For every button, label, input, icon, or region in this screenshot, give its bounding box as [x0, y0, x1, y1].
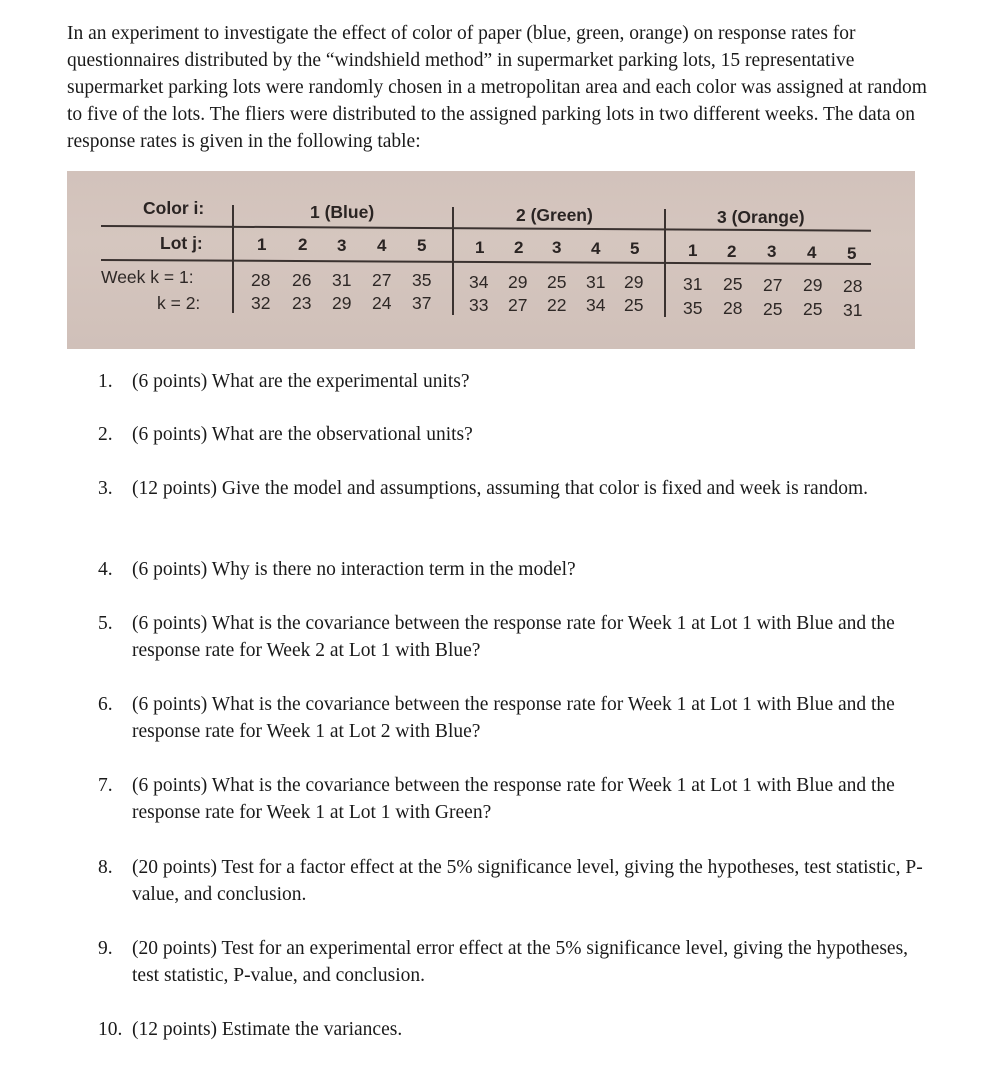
week2-value: 25 [803, 299, 823, 319]
lot-number: 4 [591, 239, 601, 258]
week2-value: 37 [412, 293, 432, 313]
question-item [98, 1016, 928, 1043]
week1-value: 25 [547, 272, 567, 292]
question-item [98, 691, 928, 745]
week1-value: 28 [843, 276, 863, 296]
question-number: 10. [98, 1019, 123, 1040]
week2-row-label: k = 2: [157, 293, 201, 313]
divider-blue-green [452, 207, 454, 315]
lot-number: 2 [727, 242, 737, 261]
question-item [98, 772, 928, 826]
week1-row-label: Week k = 1: [101, 267, 194, 287]
week1-value: 31 [586, 272, 606, 292]
week2-value: 33 [469, 295, 489, 315]
week2-value: 24 [372, 293, 392, 313]
lot-number: 5 [417, 236, 427, 255]
week1-value: 35 [412, 270, 432, 290]
color-row-label: Color i: [143, 198, 205, 218]
question-item [98, 475, 928, 502]
question-number: 7. [98, 775, 113, 796]
lot-number: 3 [337, 236, 347, 255]
question-item [98, 610, 928, 664]
lot-number: 2 [514, 238, 524, 257]
lot-number: 1 [688, 241, 698, 260]
lot-number: 3 [767, 242, 777, 261]
question-text: (20 points) Test for an experimental error effect at the 5% significance level, giving the hypotheses, test statistic, P-value, and conclusion. [132, 938, 909, 986]
color-header-orange: 3 (Orange) [717, 207, 805, 227]
lot-number: 3 [552, 238, 562, 257]
data-table-photo [67, 171, 915, 349]
divider-labels [232, 205, 234, 313]
lot-number: 1 [475, 238, 485, 257]
week1-value: 25 [723, 274, 743, 294]
week1-value: 29 [508, 272, 528, 292]
lot-number: 4 [377, 236, 387, 255]
color-header-green: 2 (Green) [516, 205, 593, 225]
week2-value: 25 [763, 299, 783, 319]
question-item [98, 421, 928, 448]
week2-value: 35 [683, 298, 703, 318]
week2-value: 29 [332, 293, 352, 313]
lot-number: 1 [257, 235, 267, 254]
question-number: 4. [98, 559, 113, 580]
question-number: 1. [98, 371, 113, 392]
lot-number: 2 [298, 235, 308, 254]
question-text: (6 points) What are the observational units? [132, 424, 473, 445]
question-text: (12 points) Estimate the variances. [132, 1019, 403, 1040]
question-text: (20 points) Test for a factor effect at the 5% significance level, giving the hypotheses, test statistic, P-value, and conclusion. [132, 857, 923, 905]
question-text: (6 points) What is the covariance between the response rate for Week 1 at Lot 1 with Blue and the response rate for Week 1 at Lot 1 with Green? [132, 775, 895, 823]
week2-value: 34 [586, 295, 606, 315]
question-item [98, 935, 928, 989]
question-number: 2. [98, 424, 113, 445]
question-text: (6 points) What is the covariance between the response rate for Week 1 at Lot 1 with Blue and the response rate for Week 2 at Lot 1 with Blue? [132, 613, 895, 661]
question-number: 3. [98, 478, 113, 499]
week2-value: 27 [508, 295, 528, 315]
week1-value: 29 [803, 275, 823, 295]
lot-row-label: Lot j: [160, 233, 203, 253]
week2-value: 22 [547, 295, 567, 315]
divider-green-orange [664, 209, 666, 317]
color-header-blue: 1 (Blue) [310, 202, 375, 222]
question-number: 9. [98, 938, 113, 959]
week2-value: 31 [843, 300, 863, 320]
week1-value: 26 [292, 270, 312, 290]
week2-value: 32 [251, 293, 271, 313]
week1-value: 27 [763, 275, 783, 295]
week2-value: 25 [624, 295, 644, 315]
question-text: (6 points) What is the covariance between the response rate for Week 1 at Lot 1 with Blue and the response rate for Week 1 at Lot 2 with Blue? [132, 694, 895, 742]
week2-value: 28 [723, 298, 743, 318]
lots-underline [101, 259, 871, 265]
question-number: 8. [98, 857, 113, 878]
question-item [98, 854, 928, 908]
week1-value: 29 [624, 272, 644, 292]
week1-value: 34 [469, 272, 489, 292]
week1-value: 27 [372, 270, 392, 290]
question-text: (6 points) Why is there no interaction term in the model? [132, 559, 576, 580]
week1-value: 31 [332, 270, 352, 290]
week2-value: 23 [292, 293, 312, 313]
week1-value: 31 [683, 274, 703, 294]
question-number: 5. [98, 613, 113, 634]
lot-number: 4 [807, 243, 817, 262]
question-text: (12 points) Give the model and assumptions, assuming that color is fixed and week is random. [132, 478, 869, 499]
question-text: (6 points) What are the experimental units? [132, 371, 470, 392]
lot-number: 5 [630, 239, 640, 258]
question-item [98, 556, 928, 583]
intro-paragraph: In an experiment to investigate the effect of color of paper (blue, green, orange) on response rates for questionnaires distributed by the “windshield method” in supermarket parking lots, 15 representative supermarket parking lots were randomly chosen in a metropolitan area and each color was assigned at random to five of the lots. The fliers were distributed to the assigned parking lots in two different weeks. The data on response rates is given in the following table: [67, 23, 927, 152]
question-item [98, 368, 928, 395]
lot-number: 5 [847, 244, 857, 263]
week1-value: 28 [251, 270, 271, 290]
question-number: 6. [98, 694, 113, 715]
